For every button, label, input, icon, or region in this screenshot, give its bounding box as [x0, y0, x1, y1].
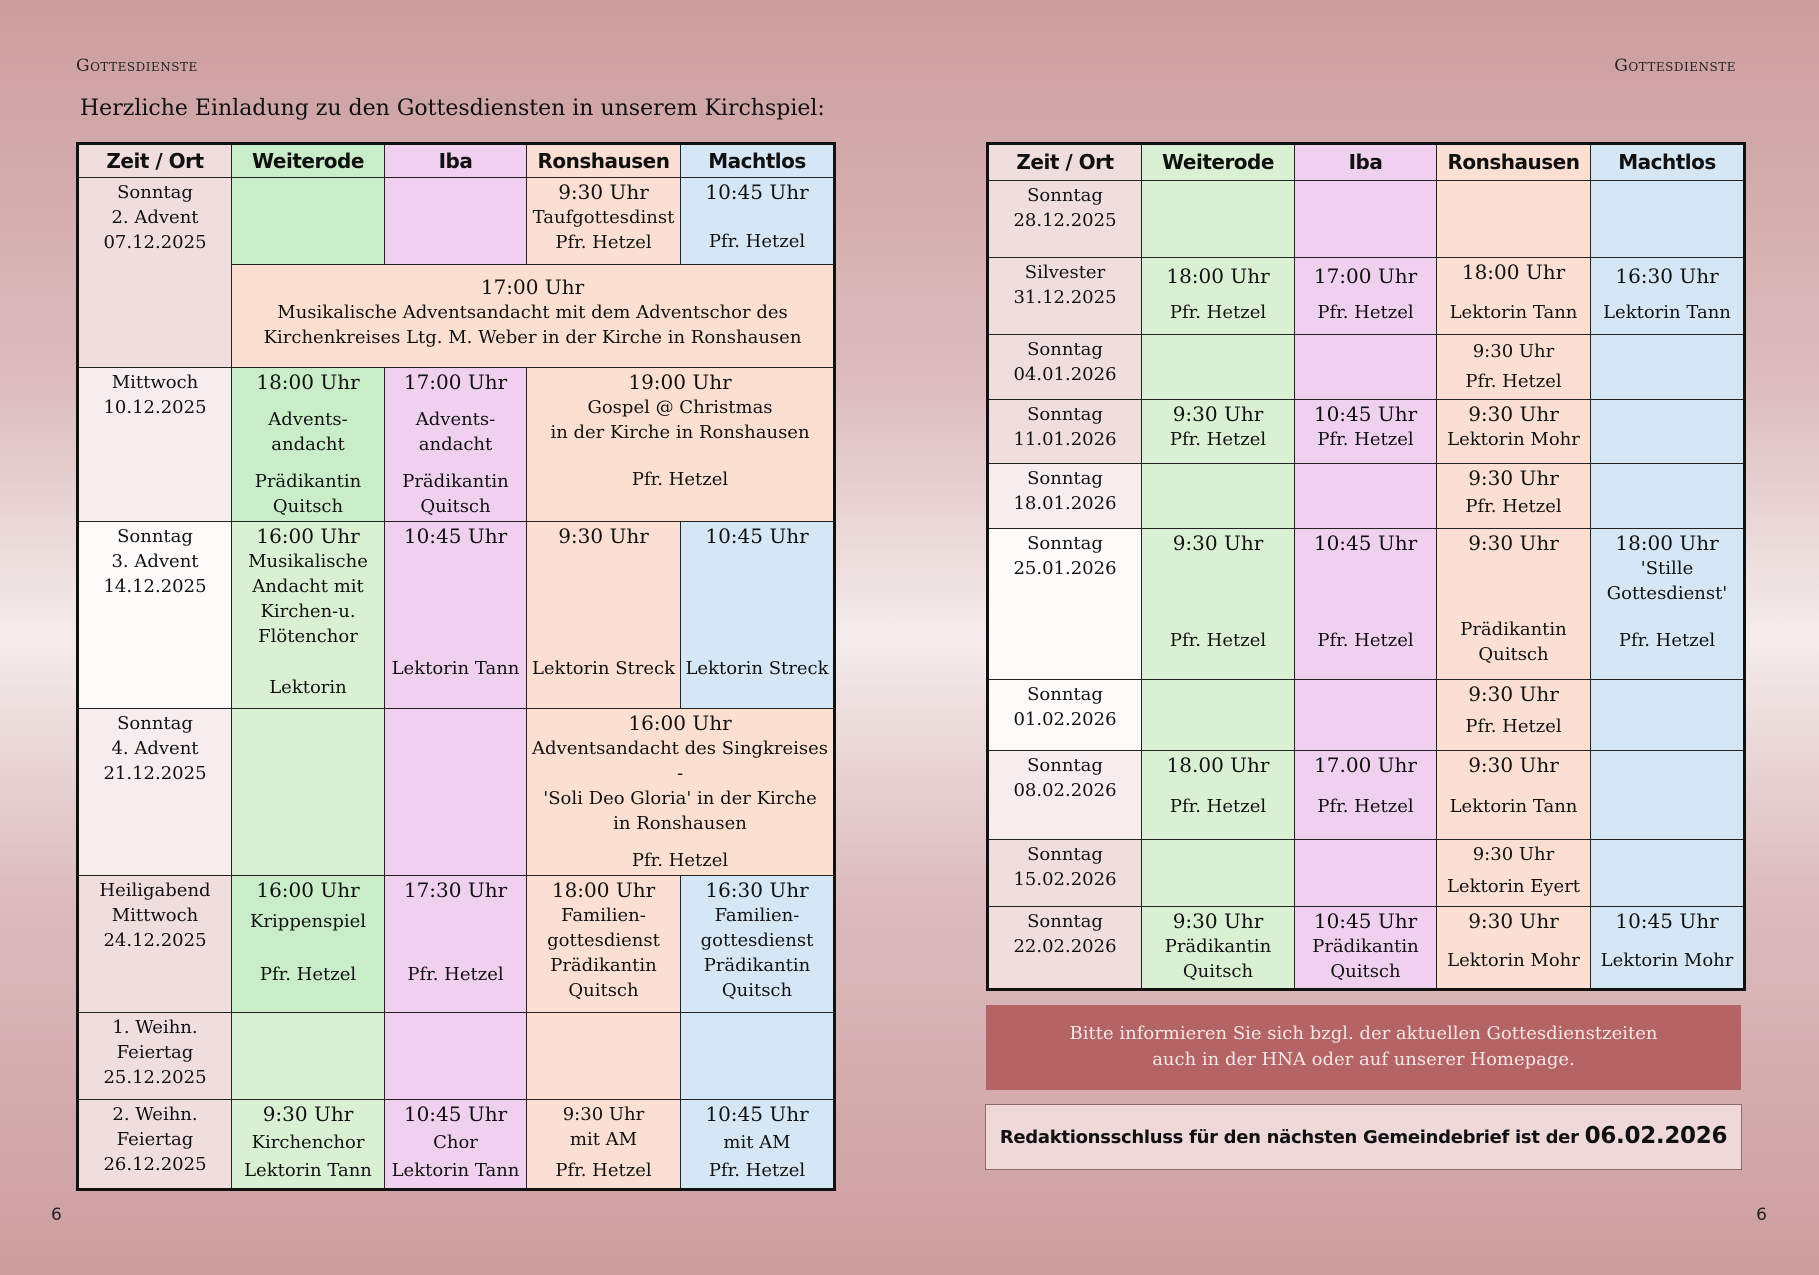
- cell-weiterode: [232, 178, 385, 265]
- deadline-box: [985, 1104, 1742, 1170]
- col-header-zeit-ort: Zeit / Ort: [78, 144, 232, 178]
- cell-ronshausen: 9:30 Uhr Pfr. Hetzel: [1437, 335, 1591, 400]
- cell-ronshausen: 9:30 Uhr Pfr. Hetzel: [1437, 680, 1591, 751]
- date-cell: Sonntag 11.01.2026: [988, 400, 1142, 464]
- running-head-right: Gottesdienste: [1614, 56, 1736, 76]
- table-row: [988, 464, 1745, 529]
- cell-iba: [385, 1013, 527, 1100]
- table-row: [988, 529, 1745, 680]
- cell-iba: 17.00 Uhr Pfr. Hetzel: [1295, 751, 1437, 840]
- date-cell: Heiligabend Mittwoch 24.12.2025: [78, 876, 232, 1013]
- table-row: [988, 907, 1745, 990]
- info-notice: Bitte informieren Sie sich bzgl. der aktuellen Gottesdienstzeiten auch in der HNA oder auf unserer Homepage.: [986, 1005, 1741, 1090]
- cell-machtlos: [681, 1013, 835, 1100]
- cell-ronshausen: 9:30 Uhr Lektorin Streck: [527, 522, 681, 709]
- cell-ronshausen: 9:30 Uhr Lektorin Tann: [1437, 751, 1591, 840]
- deadline-text: Redaktionsschluss für den nächsten Gemeindebrief ist der: [999, 1127, 1579, 1148]
- cell-weiterode: [232, 1013, 385, 1100]
- cell-weiterode: [232, 709, 385, 876]
- cell-weiterode: 9:30 Uhr Kirchenchor Lektorin Tann: [232, 1100, 385, 1190]
- date-cell: Sonntag 3. Advent 14.12.2025: [78, 522, 232, 709]
- date-cell: Sonntag 01.02.2026: [988, 680, 1142, 751]
- cell-iba: 10:45 Uhr Prädikantin Quitsch: [1295, 907, 1437, 990]
- cell-ronshausen: 18:00 Uhr Familien- gottesdienst Prädikantin Quitsch: [527, 876, 681, 1013]
- col-header-iba: Iba: [1295, 144, 1437, 181]
- cell-machtlos: [1591, 680, 1745, 751]
- cell-weiterode: 18:00 Uhr Advents- andacht Prädikantin Quitsch: [232, 368, 385, 522]
- col-header-iba: Iba: [385, 144, 527, 178]
- table-row: [78, 709, 835, 876]
- cell-iba: [385, 178, 527, 265]
- date-cell: Sonntag 22.02.2026: [988, 907, 1142, 990]
- cell-ronshausen: 9:30 Uhr Taufgottesdinst Pfr. Hetzel: [527, 178, 681, 265]
- page-number-right: 6: [1756, 1205, 1767, 1225]
- date-cell: Sonntag 25.01.2026: [988, 529, 1142, 680]
- cell-machtlos: [1591, 840, 1745, 907]
- cell-iba: 10:45 Uhr Lektorin Tann: [385, 522, 527, 709]
- cell-iba: 10:45 Uhr Pfr. Hetzel: [1295, 529, 1437, 680]
- schedule-table-left: [76, 142, 836, 1191]
- cell-ronshausen: [527, 1013, 681, 1100]
- col-header-weiterode: Weiterode: [232, 144, 385, 178]
- cell-ronshausen: 9:30 Uhr Lektorin Eyert: [1437, 840, 1591, 907]
- table-row: [988, 181, 1745, 258]
- schedule-table-right: [986, 142, 1746, 991]
- page-number-left: 6: [51, 1205, 62, 1225]
- cell-event-span: 17:00 Uhr Musikalische Adventsandacht mit dem Adventschor des Kirchenkreises Ltg. M. Weber in der Kirche in Ronshausen: [232, 265, 835, 368]
- table-row: [78, 1013, 835, 1100]
- cell-machtlos: 10:45 Uhr Lektorin Streck: [681, 522, 835, 709]
- table-row: [988, 258, 1745, 335]
- intro-heading: Herzliche Einladung zu den Gottesdiensten in unserem Kirchspiel:: [80, 96, 825, 121]
- cell-weiterode: 18:00 Uhr Pfr. Hetzel: [1142, 258, 1295, 335]
- col-header-ronshausen: Ronshausen: [1437, 144, 1591, 181]
- cell-weiterode: 9:30 Uhr Pfr. Hetzel: [1142, 400, 1295, 464]
- cell-ronshausen: 9:30 Uhr mit AM Pfr. Hetzel: [527, 1100, 681, 1190]
- cell-iba: [1295, 464, 1437, 529]
- cell-event-span: 19:00 Uhr Gospel @ Christmas in der Kirche in Ronshausen Pfr. Hetzel: [527, 368, 835, 522]
- cell-iba: 17:00 Uhr Pfr. Hetzel: [1295, 258, 1437, 335]
- cell-machtlos: [1591, 181, 1745, 258]
- date-cell: 1. Weihn. Feiertag 25.12.2025: [78, 1013, 232, 1100]
- cell-weiterode: [1142, 680, 1295, 751]
- cell-machtlos: 16:30 Uhr Lektorin Tann: [1591, 258, 1745, 335]
- date-cell: Sonntag 2. Advent 07.12.2025: [78, 178, 232, 368]
- cell-iba: [1295, 680, 1437, 751]
- table-row: [78, 522, 835, 709]
- cell-weiterode: 9:30 Uhr Prädikantin Quitsch: [1142, 907, 1295, 990]
- col-header-weiterode: Weiterode: [1142, 144, 1295, 181]
- cell-iba: 17:00 Uhr Advents- andacht Prädikantin Quitsch: [385, 368, 527, 522]
- date-cell: Sonntag 18.01.2026: [988, 464, 1142, 529]
- cell-weiterode: 9:30 Uhr Pfr. Hetzel: [1142, 529, 1295, 680]
- table-row: [78, 1100, 835, 1190]
- table-row: [988, 400, 1745, 464]
- cell-iba: 10:45 Uhr Chor Lektorin Tann: [385, 1100, 527, 1190]
- cell-weiterode: [1142, 335, 1295, 400]
- table-row: [78, 368, 835, 522]
- running-head-left: Gottesdienste: [76, 56, 198, 76]
- cell-weiterode: [1142, 181, 1295, 258]
- cell-machtlos: 10:45 Uhr Pfr. Hetzel: [681, 178, 835, 265]
- table-row: [988, 680, 1745, 751]
- deadline-date: 06.02.2026: [1584, 1123, 1728, 1149]
- cell-machtlos: [1591, 400, 1745, 464]
- date-cell: Mittwoch 10.12.2025: [78, 368, 232, 522]
- col-header-machtlos: Machtlos: [1591, 144, 1745, 181]
- col-header-machtlos: Machtlos: [681, 144, 835, 178]
- date-cell: Sonntag 08.02.2026: [988, 751, 1142, 840]
- cell-iba: [1295, 181, 1437, 258]
- cell-machtlos: 10:45 Uhr Lektorin Mohr: [1591, 907, 1745, 990]
- cell-iba: 10:45 Uhr Pfr. Hetzel: [1295, 400, 1437, 464]
- cell-iba: [385, 709, 527, 876]
- table-row: [988, 840, 1745, 907]
- cell-machtlos: [1591, 751, 1745, 840]
- cell-ronshausen: 9:30 Uhr Lektorin Mohr: [1437, 400, 1591, 464]
- cell-machtlos: [1591, 464, 1745, 529]
- col-header-zeit-ort: Zeit / Ort: [988, 144, 1142, 181]
- cell-ronshausen: 18:00 Uhr Lektorin Tann: [1437, 258, 1591, 335]
- cell-iba: [1295, 335, 1437, 400]
- cell-ronshausen: 9:30 Uhr Pfr. Hetzel: [1437, 464, 1591, 529]
- table-header-row: [988, 144, 1745, 181]
- cell-weiterode: 16:00 Uhr Musikalische Andacht mit Kirchen-u. Flötenchor Lektorin: [232, 522, 385, 709]
- cell-weiterode: 16:00 Uhr Krippenspiel Pfr. Hetzel: [232, 876, 385, 1013]
- date-cell: Sonntag 04.01.2026: [988, 335, 1142, 400]
- date-cell: 2. Weihn. Feiertag 26.12.2025: [78, 1100, 232, 1190]
- table-row: [988, 751, 1745, 840]
- date-cell: Sonntag 4. Advent 21.12.2025: [78, 709, 232, 876]
- cell-ronshausen: [1437, 181, 1591, 258]
- cell-iba: 17:30 Uhr Pfr. Hetzel: [385, 876, 527, 1013]
- cell-weiterode: [1142, 464, 1295, 529]
- cell-machtlos: 16:30 Uhr Familien- gottesdienst Prädikantin Quitsch: [681, 876, 835, 1013]
- date-cell: Sonntag 15.02.2026: [988, 840, 1142, 907]
- date-cell: Sonntag 28.12.2025: [988, 181, 1142, 258]
- table-header-row: [78, 144, 835, 178]
- cell-weiterode: [1142, 840, 1295, 907]
- table-row: [78, 876, 835, 1013]
- cell-weiterode: 18.00 Uhr Pfr. Hetzel: [1142, 751, 1295, 840]
- cell-ronshausen: 9:30 Uhr Prädikantin Quitsch: [1437, 529, 1591, 680]
- cell-iba: [1295, 840, 1437, 907]
- table-row: [78, 178, 835, 265]
- cell-machtlos: 10:45 Uhr mit AM Pfr. Hetzel: [681, 1100, 835, 1190]
- cell-event-span: 16:00 Uhr Adventsandacht des Singkreises - 'Soli Deo Gloria' in der Kirche in Ronshausen Pfr. Hetzel: [527, 709, 835, 876]
- cell-machtlos: 18:00 Uhr 'Stille Gottesdienst' Pfr. Hetzel: [1591, 529, 1745, 680]
- col-header-ronshausen: Ronshausen: [527, 144, 681, 178]
- cell-ronshausen: 9:30 Uhr Lektorin Mohr: [1437, 907, 1591, 990]
- cell-machtlos: [1591, 335, 1745, 400]
- table-row: [988, 335, 1745, 400]
- date-cell: Silvester 31.12.2025: [988, 258, 1142, 335]
